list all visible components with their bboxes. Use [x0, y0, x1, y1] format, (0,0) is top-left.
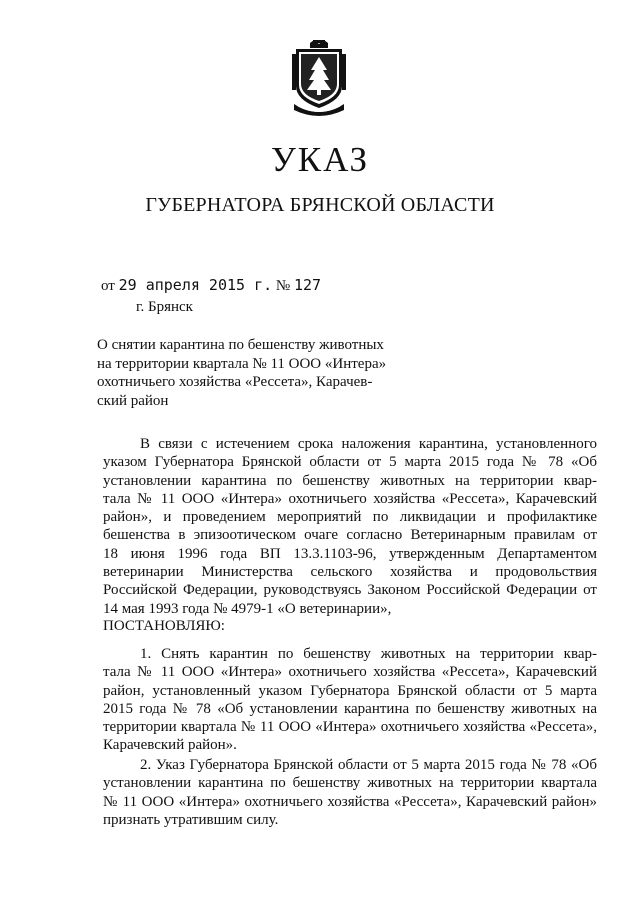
item-1-line: 1. Снять карантин по бешенству животных на территории квар-: [140, 646, 597, 662]
item-1-line: Карачевский район».: [103, 737, 237, 754]
preamble-line: ветеринарии Министерства сельского хозяйства и продовольствия: [103, 564, 597, 581]
item-2-line: признать утратившим силу.: [103, 811, 279, 828]
preamble-paragraph: [103, 435, 597, 618]
preamble-line: бешенства в эпизоотическом очаге согласно Ветеринарным правилам от: [103, 527, 597, 544]
item-2-line: № 11 ООО «Интера» охотничьего хозяйства «Рессета», Карачевский район»: [103, 793, 597, 810]
coat-of-arms-icon: [288, 40, 350, 120]
preamble-line: 18 июня 1996 года ВП 13.3.1103-96, утвержденным Департаментом: [103, 545, 597, 562]
document-date: 29 апреля 2015 г.: [118, 276, 273, 294]
subject-line: на территории квартала № 11 ООО «Интера»: [97, 355, 387, 372]
preamble-line: В связи с истечением срока наложения карантина, установленного: [140, 436, 597, 452]
subject-line: О снятии карантина по бешенству животных: [97, 337, 384, 353]
item-2-line: установлении карантина по бешенству животных на территории квартала: [103, 775, 597, 792]
document-subject: [97, 336, 397, 410]
subject-line: ский район: [97, 392, 169, 409]
item-1-paragraph: [103, 645, 597, 755]
document-number: 127: [293, 276, 322, 294]
preamble-line: установлении карантина по бешенству животных на территории квар-: [103, 472, 597, 489]
item-1-line: территории квартала № 11 ООО «Интера» охотничьего хозяйства «Рессета»,: [103, 719, 597, 736]
document-city: г. Брянск: [136, 299, 193, 315]
item-1-line: 2015 года № 78 «Об установлении карантина по бешенству животных на: [103, 700, 597, 717]
preamble-line: 14 мая 1993 года № 4979-1 «О ветеринарии»,: [103, 600, 392, 617]
decree-word: ПОСТАНОВЛЯЮ:: [103, 618, 225, 634]
item-1-line: район, установленный указом Губернатора Брянской области от 5 марта: [103, 682, 597, 699]
preamble-line: указом Губернатора Брянской области от 5 марта 2015 года № 78 «Об: [103, 454, 597, 471]
item-1-line: тала № 11 ООО «Интера» охотничьего хозяйства «Рессета», Карачевский: [103, 664, 597, 681]
date-prefix: от: [101, 278, 115, 294]
preamble-line: район», и проведением мероприятий по ликвидации и профилактике: [103, 509, 597, 526]
subject-line: охотничьего хозяйства «Рессета», Карачев-: [97, 374, 373, 390]
preamble-line: Российской Федерации, руководствуясь Законом Российской Федерации от: [103, 582, 597, 599]
document-title: УКАЗ: [270, 140, 370, 179]
document-subtitle: ГУБЕРНАТОРА БРЯНСКОЙ ОБЛАСТИ: [145, 194, 495, 216]
item-2-line: 2. Указ Губернатора Брянской области от 5 марта 2015 года № 78 «Об: [140, 757, 597, 773]
preamble-line: тала № 11 ООО «Интера» охотничьего хозяйства «Рессета», Карачевский: [103, 490, 597, 507]
number-sign: №: [275, 278, 291, 294]
item-2-paragraph: [103, 756, 597, 829]
document-date-line: [101, 276, 321, 295]
